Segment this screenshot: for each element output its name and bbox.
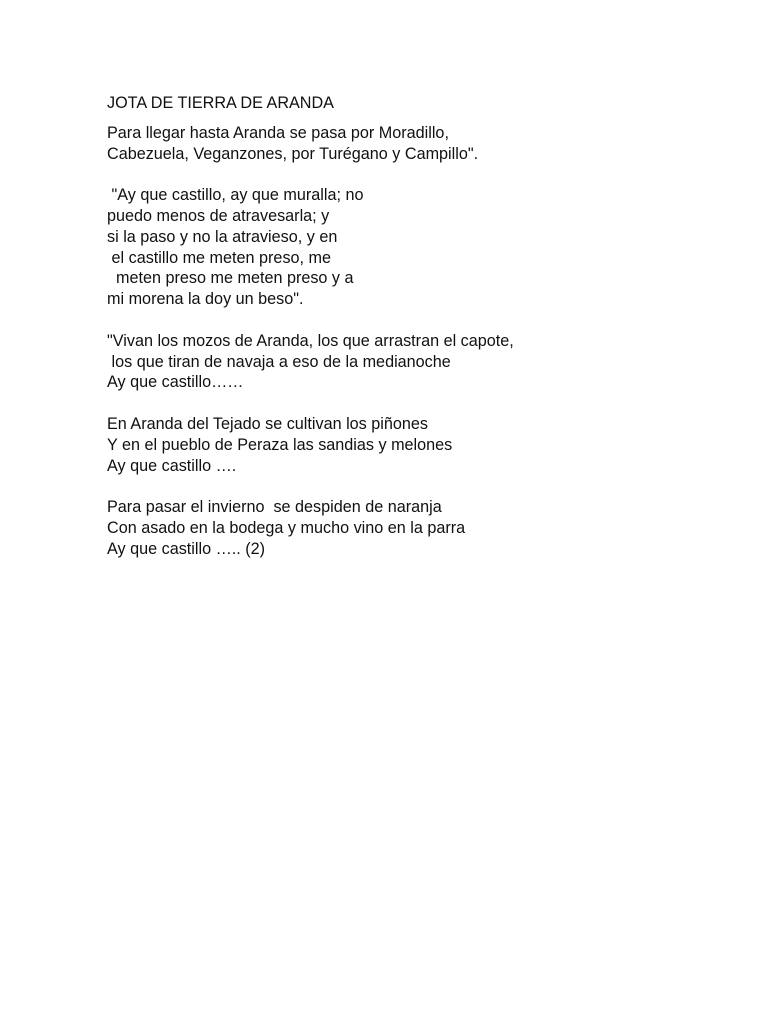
stanza-1 [107,123,727,165]
stanza-line: En Aranda del Tejado se cultivan los piñones [107,414,428,433]
stanza-line: Cabezuela, Veganzones, por Turégano y Campillo". [107,144,479,163]
stanza-line: si la paso y no la atravieso, y en [107,227,338,246]
document-body [107,93,727,580]
stanza-line: Para llegar hasta Aranda se pasa por Moradillo, [107,123,449,142]
stanza-4 [107,414,727,476]
stanza-line: el castillo me meten preso, me [107,248,332,267]
stanza-line: Y en el pueblo de Peraza las sandias y melones [107,435,453,454]
stanza-line: meten preso me meten preso y a [107,269,354,288]
stanza-line: Con asado en la bodega y mucho vino en la parra [107,518,466,537]
stanza-line: Ay que castillo …. [107,456,237,475]
stanza-line: "Ay que castillo, ay que muralla; no [107,186,364,205]
stanza-line: mi morena la doy un beso". [107,290,304,309]
stanza-line: Para pasar el invierno se despiden de naranja [107,498,442,517]
stanza-line: puedo menos de atravesarla; y [107,206,330,225]
stanza-line: "Vivan los mozos de Aranda, los que arrastran el capote, [107,331,514,350]
stanza-2 [107,185,727,310]
stanza-line: Ay que castillo…… [107,373,244,392]
stanza-5 [107,497,727,559]
stanza-3 [107,331,727,393]
stanza-line: los que tiran de navaja a eso de la medianoche [107,352,451,371]
document-title: JOTA DE TIERRA DE ARANDA [107,94,334,112]
stanza-line: Ay que castillo ….. (2) [107,539,266,558]
